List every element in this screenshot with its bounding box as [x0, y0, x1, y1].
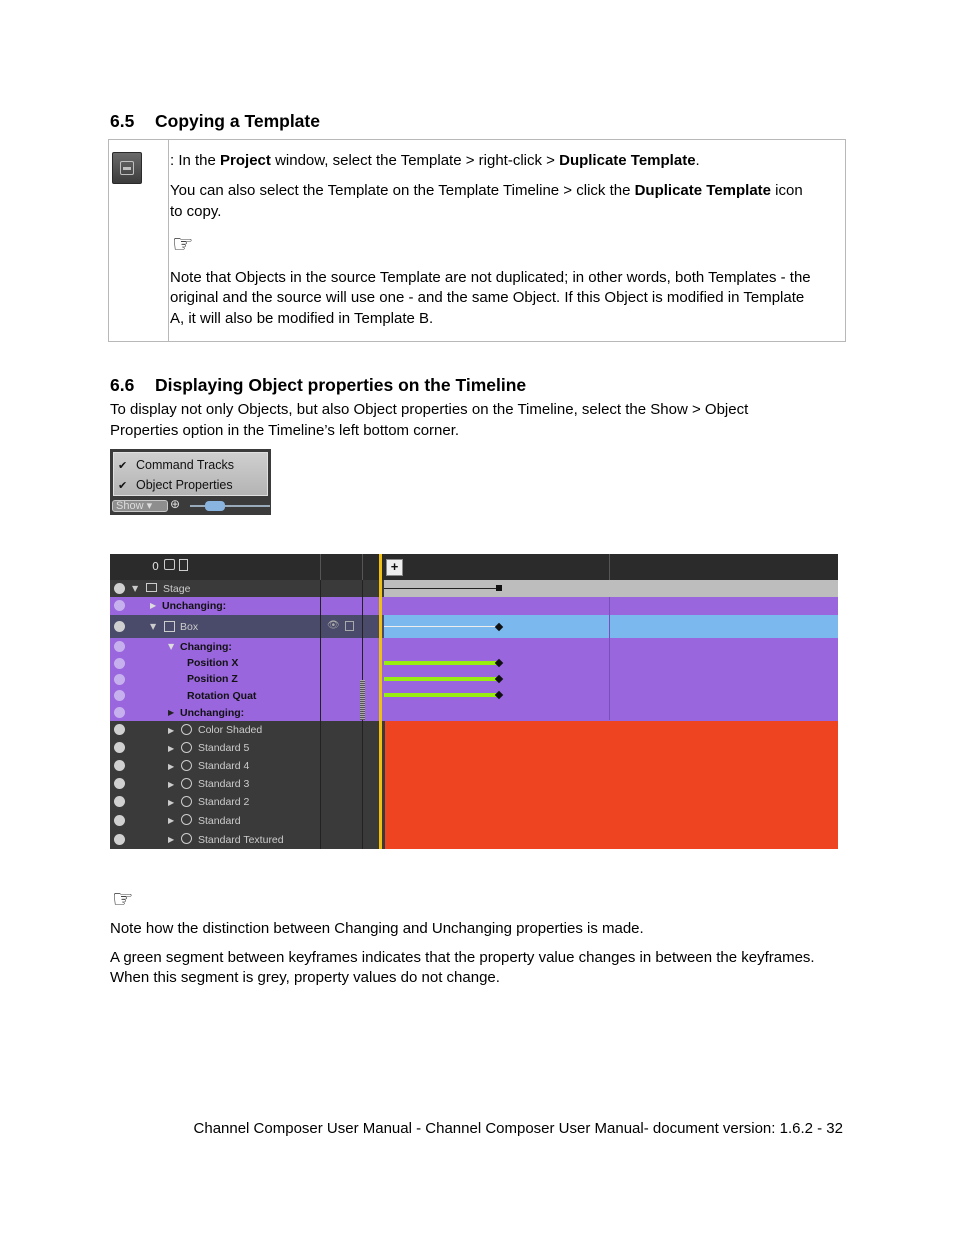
timeline-row-standard-textured[interactable]	[110, 830, 838, 849]
timeline-row-standard[interactable]	[110, 811, 838, 830]
menu-item-label: Command Tracks	[136, 458, 234, 472]
duplicate-template-bold: Duplicate Template	[634, 182, 772, 199]
track-standard-4	[385, 757, 838, 775]
expand-down-icon[interactable]: ▼	[150, 622, 157, 631]
eye-icon[interactable]: 👁	[327, 620, 340, 631]
section-title: Copying a Template	[155, 111, 320, 131]
keyframe[interactable]	[495, 623, 503, 631]
row-label: Unchanging:	[162, 600, 227, 612]
column-divider	[320, 554, 321, 580]
timeline-row-standard-5[interactable]	[110, 739, 838, 757]
instruction-line-2	[170, 180, 803, 201]
row-label: Standard 5	[198, 742, 250, 754]
zoom-icon: ⊕	[170, 497, 181, 511]
timeline-header	[110, 554, 838, 580]
cube-icon	[164, 621, 175, 632]
column-divider	[320, 580, 321, 849]
keyframe[interactable]	[495, 691, 503, 699]
playhead-cursor[interactable]	[379, 554, 382, 849]
row-label: Rotation Quat	[187, 690, 257, 702]
timeline-row-unchanging[interactable]	[110, 704, 838, 721]
row-label: Unchanging:	[180, 707, 245, 719]
timeline-screenshot	[110, 554, 838, 849]
track-position-x	[384, 655, 838, 671]
section-heading-6-5	[110, 111, 320, 132]
track-standard-textured	[385, 830, 838, 849]
project-bold: Project	[220, 152, 271, 169]
check-icon: ✔	[118, 459, 128, 472]
note-line-3: A, it will also be modified in Template B.	[170, 310, 434, 327]
green-segment	[384, 693, 498, 697]
pointing-hand-icon: ☞	[172, 230, 194, 258]
instruction-line-2-cont: to copy.	[170, 203, 222, 220]
duplicate-template-icon	[112, 152, 142, 184]
note-grey-segment: When this segment is grey, property values do not change.	[110, 969, 500, 986]
material-icon	[181, 760, 192, 771]
row-label: Position Z	[187, 673, 238, 685]
show-label: Show	[116, 500, 144, 512]
timeline-row-standard-3[interactable]	[110, 775, 838, 793]
timeline-row-rotation-quat[interactable]	[110, 687, 838, 704]
visibility-dot[interactable]	[114, 674, 125, 685]
track-standard-3	[385, 775, 838, 793]
expand-right-icon[interactable]: ▶	[150, 601, 157, 610]
row-label: Changing:	[180, 641, 232, 653]
row-label: Stage	[163, 583, 191, 595]
menu-item-object-properties[interactable]	[118, 475, 233, 495]
duplicate-template-bold: Duplicate Template	[559, 152, 696, 169]
keyframe-end[interactable]	[496, 585, 502, 591]
timeline-row-color-shaded[interactable]	[110, 721, 838, 739]
page-footer: Channel Composer User Manual - Channel Composer User Manual- document version: 1.6.2 - 32	[193, 1120, 843, 1137]
track-standard-5	[385, 739, 838, 757]
show-menu-panel	[113, 452, 268, 496]
visibility-dot[interactable]	[114, 760, 125, 771]
lock-icon[interactable]	[345, 621, 354, 631]
section-number: 6.6	[110, 375, 135, 395]
expand-right-icon[interactable]: ▶	[168, 780, 175, 789]
show-dropdown-button[interactable]	[112, 500, 168, 512]
visibility-dot[interactable]	[114, 778, 125, 789]
visibility-dot[interactable]	[114, 658, 125, 669]
note-distinction: Note how the distinction between Changing and Unchanging properties is made.	[110, 920, 644, 937]
text-span: icon	[771, 182, 803, 199]
track-segment	[384, 626, 498, 627]
expand-right-icon[interactable]: ▶	[168, 798, 175, 807]
zoom-slider-thumb[interactable]	[205, 501, 225, 511]
timeline-row-standard-2[interactable]	[110, 793, 838, 811]
table-divider	[168, 140, 169, 341]
monitor-icon	[146, 583, 157, 592]
green-segment	[384, 677, 498, 681]
visibility-dot[interactable]	[114, 600, 125, 611]
expand-right-icon[interactable]: ▶	[168, 726, 175, 735]
intro-line-2: Properties option in the Timeline’s left bottom corner.	[110, 422, 460, 439]
note-green-segment: A green segment between keyframes indicates that the property value changes in between the keyframes.	[110, 949, 815, 966]
visibility-dot[interactable]	[114, 742, 125, 753]
text-span: window, select the Template > right-click >	[270, 152, 560, 169]
material-icon	[181, 814, 192, 825]
expand-right-icon[interactable]: ▶	[168, 816, 175, 825]
expand-down-icon[interactable]: ▼	[168, 642, 175, 651]
visibility-dot[interactable]	[114, 815, 125, 826]
section-heading-6-6	[110, 375, 526, 396]
material-icon	[181, 833, 192, 844]
row-label: Color Shaded	[198, 724, 263, 736]
section-title: Displaying Object properties on the Timeline	[155, 375, 527, 395]
show-menu-screenshot	[110, 449, 271, 515]
row-label: Standard 2	[198, 796, 250, 808]
timeline-row-changing[interactable]	[110, 638, 838, 655]
text-span: .	[695, 152, 700, 169]
visibility-dot[interactable]	[114, 834, 125, 845]
keyframe[interactable]	[495, 659, 503, 667]
visibility-dot[interactable]	[114, 796, 125, 807]
row-label: Position X	[187, 657, 239, 669]
visibility-dot[interactable]	[114, 621, 125, 632]
expand-right-icon[interactable]: ▶	[168, 835, 175, 844]
text-span: You can also select the Template on the Template Timeline > click the	[170, 182, 635, 199]
row-label: Standard 4	[198, 760, 250, 772]
timeline-row-position-z[interactable]	[110, 671, 838, 687]
timeline-row-standard-4[interactable]	[110, 757, 838, 775]
vertical-scrollbar[interactable]	[360, 680, 365, 720]
text-span: : In the	[170, 152, 221, 169]
intro-line-1: To display not only Objects, but also Object properties on the Timeline, select the Show > Object	[110, 401, 749, 418]
row-label: Standard Textured	[198, 834, 284, 846]
row-label: Standard	[198, 815, 241, 827]
note-line-2: original and the source will use one - and the same Object. If this Object is modified in Template	[170, 289, 805, 306]
track-position-z	[384, 671, 838, 687]
add-track-icon[interactable]: +	[386, 559, 403, 576]
track-segment	[384, 588, 498, 589]
material-icon	[181, 778, 192, 789]
visibility-dot[interactable]	[114, 641, 125, 652]
menu-item-command-tracks[interactable]	[118, 455, 234, 475]
visibility-dot[interactable]	[114, 724, 125, 735]
row-label: Box	[180, 621, 199, 633]
column-divider	[362, 554, 363, 580]
check-icon: ✔	[118, 479, 128, 492]
row-label: Standard 3	[198, 778, 250, 790]
timeline-row-stage[interactable]	[110, 580, 838, 597]
visibility-dot[interactable]	[114, 690, 125, 701]
track-standard	[385, 811, 838, 830]
instruction-line-1	[170, 150, 700, 171]
zoom-slider-track[interactable]	[190, 505, 270, 507]
material-icon	[181, 742, 192, 753]
keyframe[interactable]	[495, 675, 503, 683]
track-standard-2	[385, 793, 838, 811]
material-icon	[181, 724, 192, 735]
expand-right-icon[interactable]: ▶	[168, 744, 175, 753]
note-line-1: Note that Objects in the source Template are not duplicated; in other words, both Templates - the	[170, 269, 811, 286]
timeline-row-box[interactable]	[110, 615, 838, 638]
menu-item-label: Object Properties	[136, 478, 233, 492]
frame-counter: 0	[152, 560, 159, 573]
track-stage	[384, 580, 838, 597]
visibility-dot[interactable]	[114, 583, 125, 594]
green-segment	[384, 661, 498, 665]
track-box	[384, 615, 838, 638]
column-divider	[609, 554, 610, 580]
comment-icon[interactable]	[164, 559, 175, 570]
section-number: 6.5	[110, 111, 135, 131]
track-color-shaded	[385, 721, 838, 739]
expand-right-icon[interactable]: ▶	[168, 762, 175, 771]
visibility-dot[interactable]	[114, 707, 125, 718]
trash-icon[interactable]	[179, 559, 188, 571]
expand-right-icon[interactable]: ▶	[168, 708, 175, 717]
timeline-row-unchanging[interactable]	[110, 597, 838, 615]
expand-down-icon[interactable]: ▼	[132, 584, 139, 593]
chevron-down-icon: ▾	[146, 500, 153, 512]
material-icon	[181, 796, 192, 807]
column-divider	[609, 597, 610, 720]
track-rotation-quat	[384, 687, 838, 704]
pointing-hand-icon: ☞	[112, 885, 134, 913]
timeline-row-position-x[interactable]	[110, 655, 838, 671]
